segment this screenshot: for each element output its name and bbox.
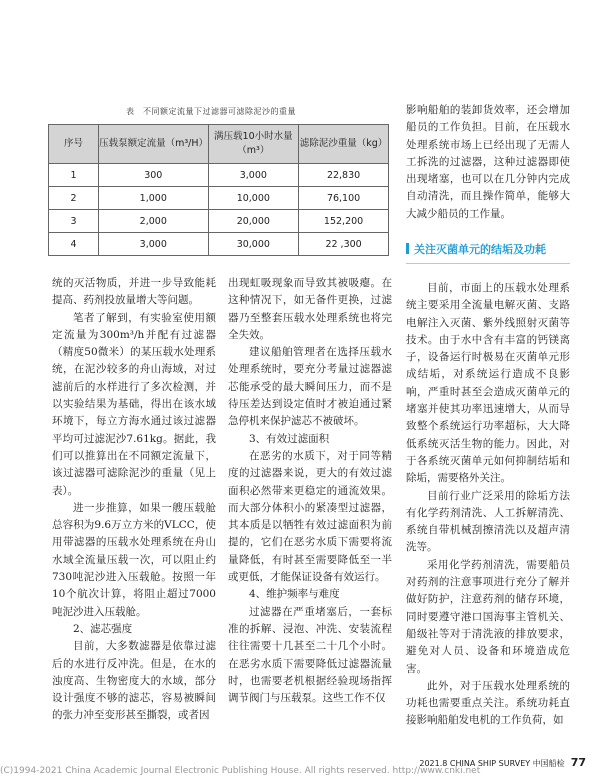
table-cell: 1 (49, 164, 99, 187)
copyright-notice: (C)1994-2021 China Academic Journal Electronic Publishing House. All rights reserved. http://www.cnki.net (0, 766, 481, 776)
section-heading-text: 关注灭菌单元的结垢及功耗 (414, 243, 546, 256)
header-water-volume: 满压载10小时水量（m³） (208, 125, 299, 164)
issue-label: 2021.8 CHINA SHIP SURVEY 中国船检 (419, 759, 565, 768)
table-cell: 76,100 (299, 187, 389, 210)
paragraph: 采用化学药剂清洗，需要船员对药剂的注意事项进行充分了解并做好防护，注意药剂的储存环境，同时要遵守港口国海事主管机关、船级社等对于清洗液的排放要求，避免对人员、设备和环境造成危害。 (406, 558, 570, 675)
subheading: 2、滤芯强度 (73, 622, 133, 635)
paragraph: 目前，大多数滤器是依靠过滤后的水进行反冲洗。但是，在水的浊度高、生物密度大的水域，部分设计强度不够的滤芯，容易被瞬间的张力冲至变形甚至撕裂，或者因 (52, 640, 216, 722)
table-cell: 1,000 (99, 187, 208, 210)
table-cell: 22,830 (299, 164, 389, 187)
table-cell: 152,200 (299, 210, 389, 233)
middle-column (228, 275, 392, 707)
paragraph: 影响船舶的装卸货效率，还会增加船员的工作负担。目前，在压载水处理系统市场上已经出现了无需人工拆洗的过滤器，这种过滤器即使出现堵塞，也可以在几分钟内完成自动清洗，而且操作简单，能够大大减少船员的工作量。 (406, 104, 570, 220)
left-column (52, 275, 216, 725)
page-number: 77 (570, 756, 586, 769)
paragraph: 在恶劣的水质下，对于同等精度的过滤器来说，更大的有效过滤面积必然带来更稳定的通流效果。而大部分体积小的紧凑型过滤器，其本质是以牺牲有效过滤面积为前提的，它们在恶劣水质下需要将流量降低，有时甚至需要降低至一半或更低，才能保证设备有效运行。 (228, 449, 392, 584)
table-row (49, 233, 389, 256)
table-caption: 表 不同额定流量下过滤器可滤除泥沙的重量 (126, 107, 296, 116)
paragraph: 进一步推算，如果一艘压载舱总容积为9.6万立方米的VLCC，使用带滤器的压载水处理系统在舟山水域全流量压载一次，可以阻止约730吨泥沙进入压载舱。按照一年10个航次计算，将阻止超过7000吨泥沙进入压载舱。 (52, 501, 216, 618)
table-row (49, 164, 389, 187)
subheading: 3、有效过滤面积 (249, 432, 330, 445)
paragraph: 建议船舶管理者在选择压载水处理系统时，要充分考量过滤器滤芯能承受的最大瞬间压力，而不是待压差达到设定值时才被迫通过紧急停机来保护滤芯不被破坏。 (228, 346, 392, 428)
header-pump-flow: 压载泵额定流量（m³/H） (99, 125, 208, 164)
paragraph: 过滤器在严重堵塞后，一套标准的拆解、浸泡、冲洗、安装流程往往需要十几甚至二十几个小时。在恶劣水质下需要降低过滤器流量时，也需要老机根据经验现场指挥调节阀门与压载泵。这些工作不仅 (228, 605, 392, 705)
table-cell: 3 (49, 210, 99, 233)
paragraph: 目前，市面上的压载水处理系统主要采用全流量电解灭菌、支路电解注入灭菌、紫外线照射灭菌等技术。由于水中含有丰富的钙镁离子，设备运行时极易在灭菌单元形成结垢，对系统运行造成不良影响，严重时甚至会造成灭菌单元的堵塞并使其功率迅速增大，从而导致整个系统运行功率超标，大大降低系统灭活生物的能力。因此，对于各系统灭菌单元如何抑制结垢和除垢，需要格外关注。 (406, 282, 570, 485)
right-column (406, 280, 570, 730)
table-cell: 4 (49, 233, 99, 256)
table-row (49, 187, 389, 210)
header-index: 序号 (49, 125, 99, 164)
table-cell: 3,000 (208, 164, 299, 187)
right-column-top (406, 102, 570, 223)
table-cell: 20,000 (208, 210, 299, 233)
table-cell: 2,000 (99, 210, 208, 233)
header-sediment-weight: 滤除泥沙重量（kg） (299, 125, 389, 164)
table-header-row (49, 125, 389, 164)
paragraph: 此外，对于压载水处理系统的功耗也需要重点关注。系统功耗直接影响船舶发电机的工作负荷，如 (406, 679, 570, 727)
table-cell: 2 (49, 187, 99, 210)
table-cell: 10,000 (208, 187, 299, 210)
table-cell: 22 ,300 (299, 233, 389, 256)
table-row (49, 210, 389, 233)
paragraph: 目前行业广泛采用的除垢方法有化学药剂清洗、人工拆解清洗、系统自带机械刮擦清洗以及超声清洗等。 (406, 489, 570, 554)
subheading: 4、维护频率与难度 (249, 588, 340, 601)
paragraph: 笔者了解到，有实验室使用额定流量为300m³/h并配有过滤器（精度50微米）的某压载水处理系统，在泥沙较多的舟山海域，对过滤前后的水样进行了多次检测，并以实验结果为基础，得出在该水域环境下，每立方海水通过该过滤器平均可过滤泥沙7.61kg。据此，我们可以推算出在不同额定流量下，该过滤器可滤除泥沙的重量（见上表）。 (52, 311, 216, 497)
sediment-table (48, 124, 389, 256)
section-heading (406, 241, 570, 264)
table-cell: 300 (99, 164, 208, 187)
paragraph: 出现虹吸现象而导致其被吸瘪。在这种情况下，如无备件更换，过滤器乃至整套压载水处理系统也将完全失效。 (228, 277, 392, 341)
table-cell: 30,000 (208, 233, 299, 256)
heading-marker-icon (406, 243, 409, 254)
paragraph: 统的灭活物质，并进一步导致能耗提高、药剂投放量增大等问题。 (52, 277, 216, 307)
table-cell: 3,000 (99, 233, 208, 256)
